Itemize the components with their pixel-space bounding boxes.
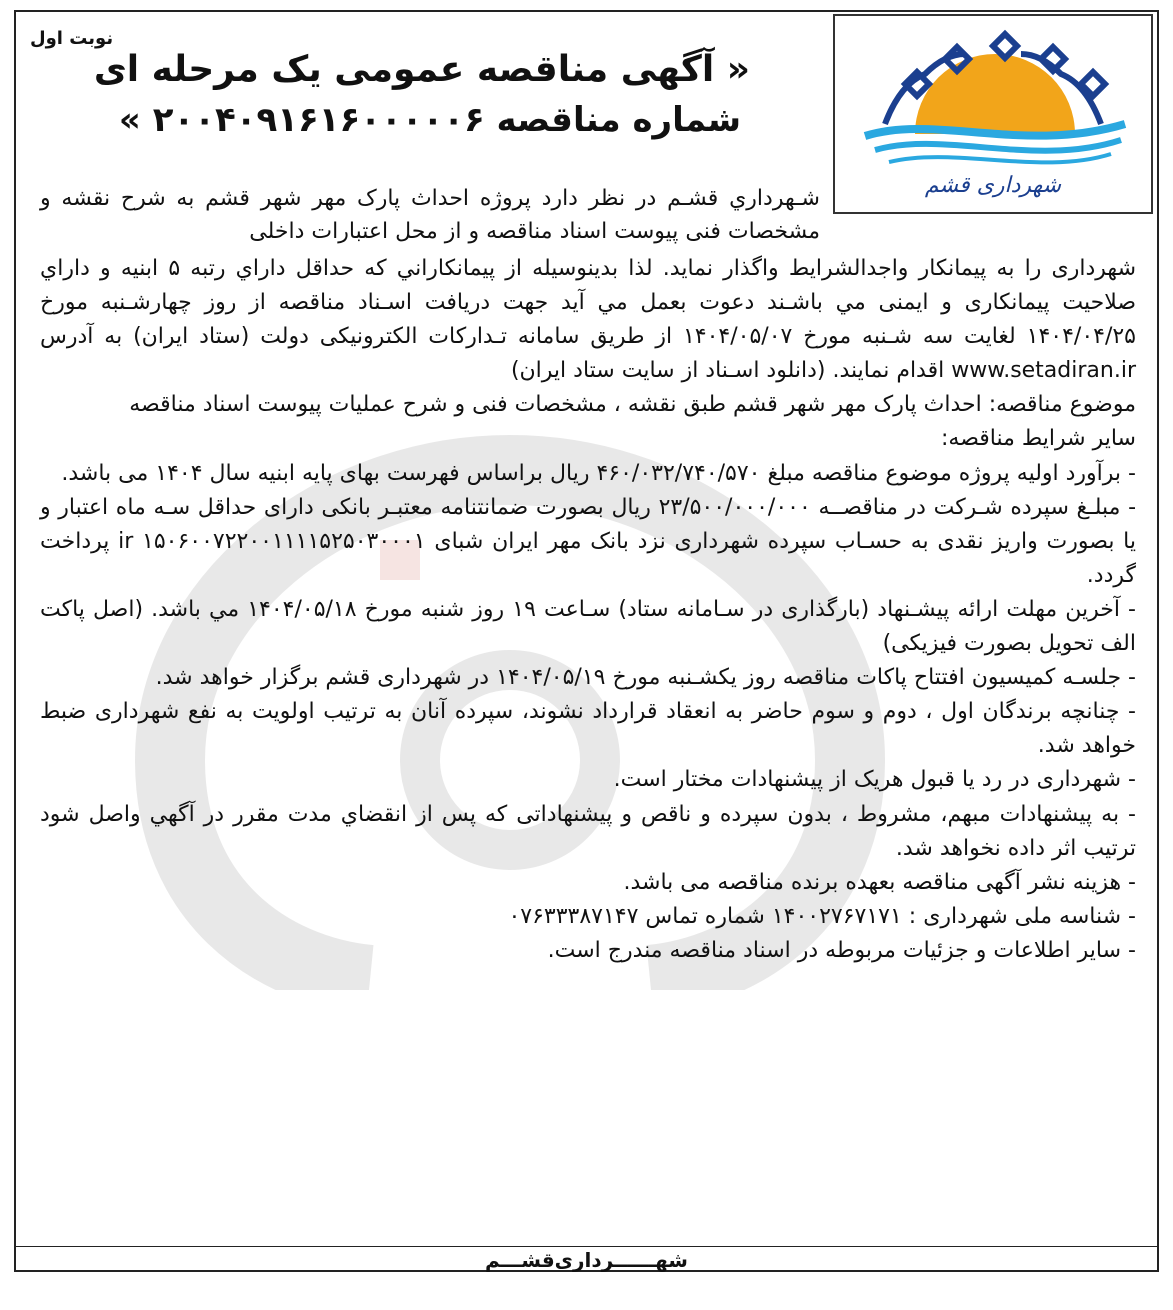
municipality-logo-box — [833, 14, 1153, 214]
round-label: نوبت اول — [30, 28, 114, 49]
footer-signature: شهــــــرداری‌قشـــم — [485, 1248, 688, 1272]
lead-paragraph: شـهرداري قشـم در نظر دارد پروژه احداث پارک مهر شهر قشم به شرح نقشه و مشخصات فنی پیوست اسناد مناقصه و از محل اعتبارات داخلی — [40, 186, 820, 244]
qeshm-municipality-logo — [845, 24, 1141, 174]
title-line-1: « آگهی مناقصه عمومی یک مرحله ای — [93, 49, 750, 90]
condition-item: - جلسـه کمیسیون افتتاح پاکات مناقصه روز یکشـنبه مورخ ۱۴۰۴/۰۵/۱۹ در شهرداری قشم برگزار خواهد شد. — [155, 665, 1136, 691]
condition-item: - سایر اطلاعات و جزئیات مربوطه در اسناد مناقصه مندرج است. — [547, 937, 1136, 963]
condition-item: - به پیشنهادات مبهم، مشروط ، بدون سپرده و ناقص و پیشنهاداتی که پس از انقضاي مدت مقرر در آگهي واصل شود ترتیب اثر داده نخواهد شد. — [40, 801, 1136, 861]
logo-caption: شهرداری قشم — [924, 173, 1062, 198]
condition-item: - شهرداری در رد یا قبول هریک از پیشنهادات مختار است. — [613, 767, 1136, 793]
condition-item: - مبلـغ سپرده شـرکت در مناقصــه ۲۳/۵۰۰/۰۰۰/۰۰۰ ریال بصورت ضمانتنامه معتبـر بانکی دارای حداقل سـه ماه اعتبار و یا بصورت واریز نقدی به حسـاب سپرده شهرداری نزد بانک مهر ایران شبای ir ۱۵۰۶۰۰۷۲۲۰۰۱۱۱۱۵۲۵۰۳۰۰۰۱ پرداخت گردد. — [40, 494, 1137, 588]
notice-title — [93, 44, 750, 145]
condition-item: - برآورد اولیه پروژه موضوع مناقصه مبلغ ۴۶۰/۰۳۲/۷۴۰/۵۷۰ ریال براساس فهرست بهای پایه ابنیه سال ۱۴۰۴ می باشد. — [61, 460, 1136, 486]
condition-item: - هزینه نشر آگهی مناقصه بعهده برنده مناقصه می باشد. — [623, 869, 1136, 895]
footer-divider — [14, 1246, 1159, 1247]
intro-paragraph: شهرداری را به پیمانکار واجدالشرایط واگذار نماید. لذا بدینوسیله از پیمانکاراني که حداقل داراي رتبه ۵ ابنیه و داراي صلاحیت پیمانکاری و ایمنی مي باشـند دعوت بعمل مي آید جهت دریافت اسـناد مناقصه از روز چهارشـنبه مورخ ۱۴۰۴/۰۴/۲۵ لغایت سه شـنبه مورخ ۱۴۰۴/۰۵/۰۷ از طریق سامانه تـدارکات الکترونیکی دولت (ستاد ایران) به آدرس www.setadiran.ir اقدام نمایند. (دانلود اسـناد از سایت ستاد ایران) — [40, 256, 1136, 384]
conditions-heading: سایر شرایط مناقصه: — [940, 426, 1136, 452]
condition-item: - چنانچه برندگان اول ، دوم و سوم حاضر به انعقاد قرارداد نشوند، سپرده آنان به ترتیب اولویت به نفع شهرداری ضبط خواهد شد. — [40, 699, 1136, 759]
notice-body — [40, 252, 1136, 968]
subject-paragraph: موضوع مناقصه: احداث پارک مهر شهر قشم طبق نقشه ، مشخصات فنی و شرح عملیات پیوست اسناد مناقصه — [129, 392, 1136, 418]
title-line-2: شماره مناقصه ۲۰۰۴۰۹۱۶۱۶۰۰۰۰۰۶ » — [118, 100, 742, 141]
condition-item: - آخرین مهلت ارائه پیشـنهاد (بارگذاری در سـامانه ستاد) سـاعت ۱۹ روز شنبه مورخ ۱۴۰۴/۰۵/۱۸ مي باشد. (اصل پاکت الف تحویل بصورت فیزیکی) — [40, 596, 1136, 657]
condition-item: - شناسه ملی شهرداری : ۱۴۰۰۲۷۶۷۱۷۱ شماره تماس ۰۷۶۳۳۳۸۷۱۴۷ — [508, 903, 1136, 929]
